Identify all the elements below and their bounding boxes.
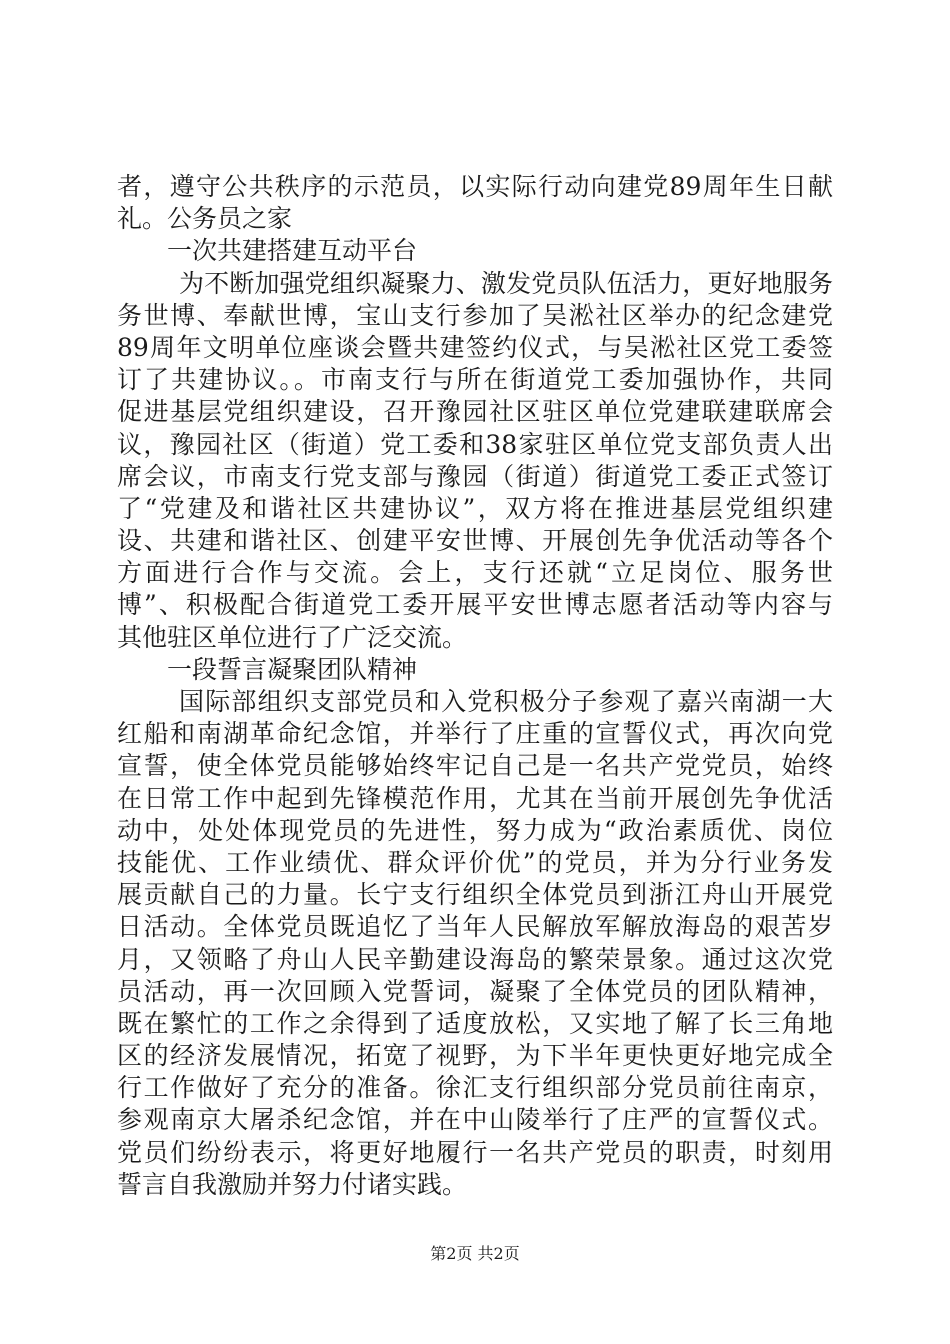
text-line: 展贡献自己的力量。长宁支行组织全体党员到浙江舟山开展党 (117, 880, 833, 910)
text-line: 礼。公务员之家 (117, 204, 293, 234)
text-line: 既在繁忙的工作之余得到了适度放松，又实地了解了长三角地 (117, 1008, 833, 1038)
text-line: 党员们纷纷表示，将更好地履行一名共产党员的职责，时刻用 (117, 1137, 833, 1167)
text-line: 员活动，再一次回顾入党誓词，凝聚了全体党员的团队精神， (117, 976, 833, 1006)
text-line: 了“党建及和谐社区共建协议”，双方将在推进基层党组织建 (117, 493, 833, 523)
text-line: 其他驻区单位进行了广泛交流。 (117, 622, 468, 652)
text-line: 日活动。全体党员既追忆了当年人民解放军解放海岛的艰苦岁 (117, 912, 833, 942)
text-line: 者，遵守公共秩序的示范员，以实际行动向建党89周年生日献 (117, 172, 833, 201)
document-body (117, 171, 833, 1201)
text-line: 方面进行合作与交流。会上，支行还就“立足岗位、服务世 (117, 558, 833, 588)
text-line: 誓言自我激励并努力付诸实践。 (117, 1169, 468, 1199)
text-line: 月，又领略了舟山人民辛勤建设海岛的繁荣景象。通过这次党 (117, 944, 833, 974)
text-line: 国际部组织支部党员和入党积极分子参观了嘉兴南湖一大 (179, 687, 833, 716)
text-line: 动中，处处体现党员的先进性，努力成为“政治素质优、岗位 (117, 815, 833, 845)
text-line: 促进基层党组织建设，召开豫园社区驻区单位党建联建联席会 (117, 397, 833, 427)
text-line: 在日常工作中起到先锋模范作用，尤其在当前开展创先争优活 (117, 783, 833, 813)
text-line: 订了共建协议。。市南支行与所在街道党工委加强协作，共同 (117, 365, 833, 395)
text-line: 区的经济发展情况，拓宽了视野，为下半年更快更好地完成全 (117, 1041, 833, 1071)
text-line: 博”、积极配合街道党工委开展平安世博志愿者活动等内容与 (117, 590, 833, 620)
text-line: 参观南京大屠杀纪念馆，并在中山陵举行了庄严的宣誓仪式。 (117, 1105, 833, 1135)
text-line: 宣誓，使全体党员能够始终牢记自己是一名共产党党员，始终 (117, 751, 833, 781)
section-heading-oath: 一段誓言凝聚团队精神 (167, 654, 418, 684)
text-line: 89周年文明单位座谈会暨共建签约仪式，与吴淞社区党工委签 (117, 332, 833, 362)
text-line: 为不断加强党组织凝聚力、激发党员队伍活力，更好地服务 (179, 268, 833, 298)
text-line: 议，豫园社区（街道）党工委和38家驻区单位党支部负责人出 (117, 429, 833, 459)
page-number-footer: 第2页 共2页 (430, 1244, 520, 1263)
text-line: 务世博、奉献世博，宝山支行参加了吴淞社区举办的纪念建党 (117, 300, 833, 330)
section-heading-cobuild: 一次共建搭建互动平台 (167, 236, 418, 266)
text-line: 技能优、工作业绩优、群众评价优”的党员，并为分行业务发 (117, 847, 833, 877)
text-line: 红船和南湖革命纪念馆，并举行了庄重的宣誓仪式，再次向党 (117, 719, 833, 749)
text-line: 席会议，市南支行党支部与豫园（街道）街道党工委正式签订 (117, 461, 833, 491)
text-line: 行工作做好了充分的准备。徐汇支行组织部分党员前往南京， (117, 1073, 833, 1103)
text-line: 设、共建和谐社区、创建平安世博、开展创先争优活动等各个 (117, 526, 833, 556)
